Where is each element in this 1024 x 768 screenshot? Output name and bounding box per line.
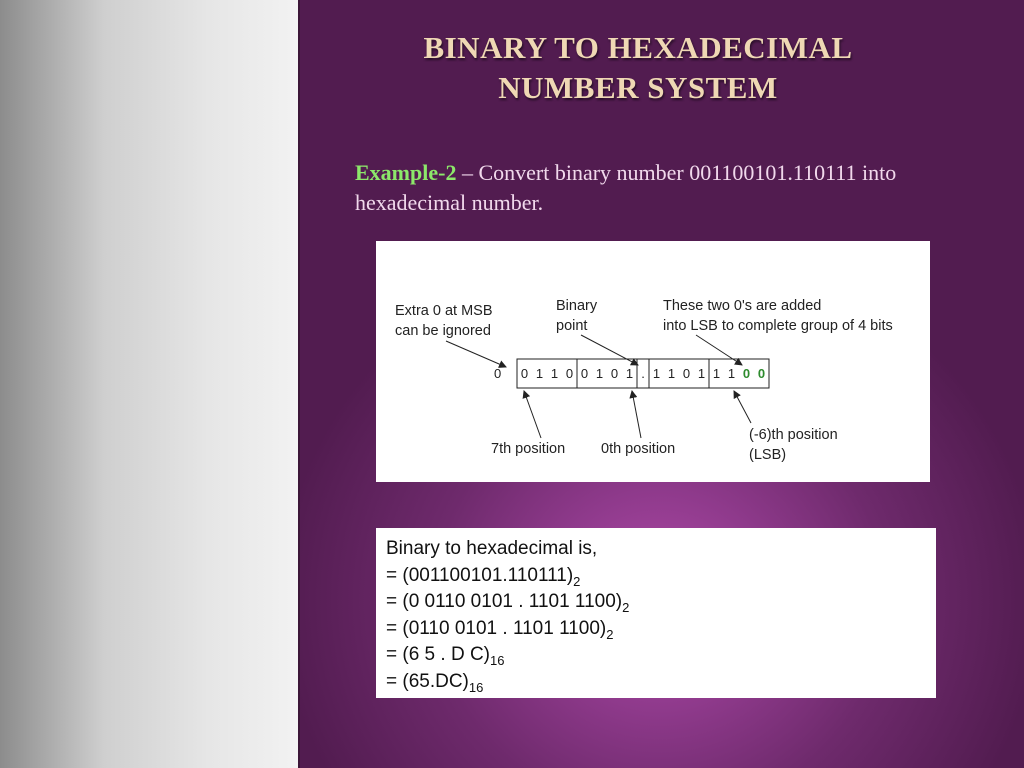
arrow-0th xyxy=(632,391,641,438)
bit: 0 xyxy=(580,366,589,381)
result-intro: Binary to hexadecimal is, xyxy=(386,538,598,559)
bit: 1 xyxy=(625,366,634,381)
bit: 1 xyxy=(697,366,706,381)
label-lsb-position-2: (LSB) xyxy=(749,447,787,463)
arrow-binary-point xyxy=(581,335,638,365)
result-base: 16 xyxy=(490,653,505,668)
example-text xyxy=(355,158,915,218)
result-expr: = (65.DC) xyxy=(386,670,469,692)
note-added-zeros-2: into LSB to complete group of 4 bits xyxy=(663,318,893,334)
result-expr: = (0 0110 0101 . 1101 1100) xyxy=(386,591,623,612)
bit: 1 xyxy=(535,366,544,381)
example-description: Convert binary number 001100101.110111 into hexadecimal number. xyxy=(355,160,897,215)
label-lsb-position-1: (-6)th position xyxy=(749,427,838,443)
title-line-1: BINARY TO HEXADECIMAL xyxy=(423,30,853,65)
arrow-lsb xyxy=(734,391,751,423)
added-bit: 0 xyxy=(757,366,766,381)
bit: 0 xyxy=(520,366,529,381)
note-added-zeros-1: These two 0's are added xyxy=(663,298,822,314)
binary-grouping-figure xyxy=(376,241,930,482)
result-base: 2 xyxy=(622,600,630,615)
example-label: Example-2 xyxy=(355,160,457,185)
bit: 1 xyxy=(667,366,676,381)
result-expr: = (0110 0101 . 1101 1100) xyxy=(386,617,607,639)
result-expr: = (6 5 . D C) xyxy=(386,644,490,665)
bit: 1 xyxy=(550,366,559,381)
bit: 0 xyxy=(565,366,574,381)
bit: 0 xyxy=(610,366,619,381)
grouping-diagram xyxy=(376,241,930,482)
example-dash: – xyxy=(456,160,479,185)
result-expr: = (001100101.110111) xyxy=(386,564,574,586)
result-base: 2 xyxy=(606,626,614,642)
result-line xyxy=(386,616,926,643)
binary-point-char: . xyxy=(641,366,645,381)
arrow-7th xyxy=(524,391,541,438)
result-line xyxy=(386,669,926,696)
note-binary-point-1: Binary xyxy=(556,298,598,314)
result-base: 16 xyxy=(468,679,484,695)
slide-title xyxy=(300,28,976,108)
bit: 1 xyxy=(712,366,721,381)
arrow-extra-zero xyxy=(446,341,506,367)
bit: 1 xyxy=(727,366,736,381)
label-7th-position: 7th position xyxy=(491,441,566,457)
note-extra-zero-1: Extra 0 at MSB xyxy=(395,303,493,319)
result-base: 2 xyxy=(573,573,581,589)
bit: 1 xyxy=(652,366,661,381)
arrow-added-zeros xyxy=(696,335,742,365)
result-line xyxy=(386,589,926,616)
slide xyxy=(300,0,1024,768)
result-box xyxy=(376,528,936,698)
bit: 0 xyxy=(682,366,691,381)
left-gradient-panel xyxy=(0,0,298,768)
note-binary-point-2: point xyxy=(556,318,588,334)
result-line xyxy=(386,563,926,590)
title-line-2: NUMBER SYSTEM xyxy=(498,70,778,105)
note-extra-zero-2: can be ignored xyxy=(395,323,491,339)
label-0th-position: 0th position xyxy=(601,441,676,457)
bit: 1 xyxy=(595,366,604,381)
leading-zero: 0 xyxy=(494,366,502,381)
added-bit: 0 xyxy=(742,366,751,381)
result-line xyxy=(386,642,926,669)
